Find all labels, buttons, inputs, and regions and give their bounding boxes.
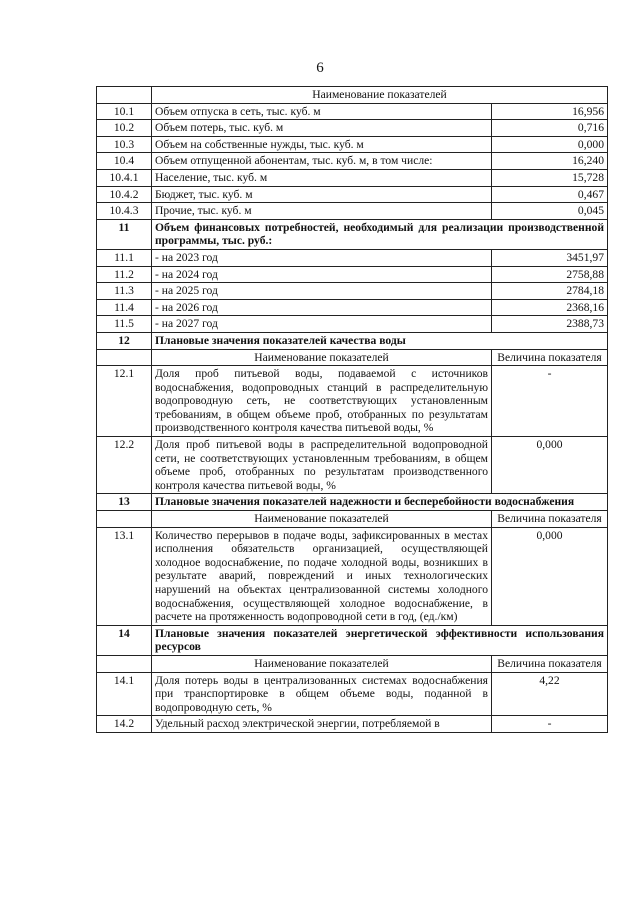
table-row	[97, 153, 608, 170]
row-value: 16,956	[492, 103, 608, 120]
table-row	[97, 136, 608, 153]
row-label: Население, тыс. куб. м	[152, 169, 492, 186]
page-number: 6	[316, 60, 324, 76]
row-number: 13.1	[97, 527, 152, 625]
section-title: Плановые значения показателей энергетической эффективности использования ресурсов	[152, 625, 608, 655]
row-label: Прочие, тыс. куб. м	[152, 203, 492, 220]
section-number: 11	[97, 219, 152, 249]
table-row	[97, 672, 608, 716]
section-heading-row	[97, 332, 608, 349]
table-row	[97, 316, 608, 333]
table-row	[97, 249, 608, 266]
row-label: - на 2027 год	[152, 316, 492, 333]
row-value: 2784,18	[492, 283, 608, 300]
table-row	[97, 299, 608, 316]
table-row	[97, 186, 608, 203]
row-value: 15,728	[492, 169, 608, 186]
section-title: Плановые значения показателей качества воды	[152, 332, 608, 349]
section-heading-row	[97, 494, 608, 511]
section-heading-row	[97, 219, 608, 249]
table-row	[97, 203, 608, 220]
row-label: Доля проб питьевой воды в распределительной водопроводной сети, не соответствующих установленным требованиям, в общем объеме проб, отобранных по результатам производственного контроля качества питьевой воды, %	[152, 437, 492, 494]
indicators-table	[96, 86, 608, 733]
section-number: 14	[97, 625, 152, 655]
row-value: -	[492, 366, 608, 437]
row-label: Объем отпущенной абонентам, тыс. куб. м, в том числе:	[152, 153, 492, 170]
row-label: - на 2024 год	[152, 266, 492, 283]
row-label: Объем потерь, тыс. куб. м	[152, 120, 492, 137]
row-number: 10.4.3	[97, 203, 152, 220]
row-value: 0,716	[492, 120, 608, 137]
row-number: 11.3	[97, 283, 152, 300]
table-row	[97, 366, 608, 437]
row-label: - на 2023 год	[152, 249, 492, 266]
row-label: Бюджет, тыс. куб. м	[152, 186, 492, 203]
row-label: Объем отпуска в сеть, тыс. куб. м	[152, 103, 492, 120]
row-label: Доля потерь воды в централизованных системах водоснабжения при транспортировке в общем объеме воды, поданной в водопроводную сеть, %	[152, 672, 492, 716]
section-number: 13	[97, 494, 152, 511]
section-number: 12	[97, 332, 152, 349]
row-number: 10.4.2	[97, 186, 152, 203]
section-title: Объем финансовых потребностей, необходимый для реализации производственной программы, тыс. руб.:	[152, 219, 608, 249]
row-value: 0,000	[492, 437, 608, 494]
subheader-row	[97, 655, 608, 672]
table-row	[97, 103, 608, 120]
section-heading-row	[97, 625, 608, 655]
row-number: 14.2	[97, 716, 152, 733]
table-row	[97, 120, 608, 137]
row-number: 10.1	[97, 103, 152, 120]
row-label: Удельный расход электрической энергии, потребляемой в	[152, 716, 492, 733]
row-number: 10.4	[97, 153, 152, 170]
indicator-header: Величина показателя	[492, 349, 608, 366]
row-label: Количество перерывов в подаче воды, зафиксированных в местах исполнения обязательств организацией, осуществляющей холодное водоснабжение, по подаче холодной воды, возникших в результате аварий, повреждений и иных технологических нарушений на объектах централизованной системы холодного водоснабжения, осуществляющей холодное водоснабжение, в расчете на протяженность водопроводной сети в год, (ед./км)	[152, 527, 492, 625]
table-header-row	[97, 87, 608, 104]
row-value: 3451,97	[492, 249, 608, 266]
row-number: 10.4.1	[97, 169, 152, 186]
row-label: Объем на собственные нужды, тыс. куб. м	[152, 136, 492, 153]
section-title: Плановые значения показателей надежности и бесперебойности водоснабжения	[152, 494, 608, 511]
subheader-row	[97, 511, 608, 528]
row-label: Доля проб питьевой воды, подаваемой с источников водоснабжения, водопроводных станций в распределительную водопроводную сеть, не соответствующих установленным требованиям, в общем объеме проб, отобранных по результатам производственного контроля качества питьевой воды, %	[152, 366, 492, 437]
row-value: 0,045	[492, 203, 608, 220]
row-value: 2758,88	[492, 266, 608, 283]
row-number: 11.4	[97, 299, 152, 316]
row-number: 10.3	[97, 136, 152, 153]
row-value: -	[492, 716, 608, 733]
column-header: Наименование показателей	[152, 349, 492, 366]
indicator-header: Величина показателя	[492, 655, 608, 672]
row-value: 16,240	[492, 153, 608, 170]
row-number: 11.5	[97, 316, 152, 333]
row-value: 0,000	[492, 527, 608, 625]
table-row	[97, 169, 608, 186]
table-row	[97, 283, 608, 300]
row-number: 14.1	[97, 672, 152, 716]
subheader-row	[97, 349, 608, 366]
row-label: - на 2025 год	[152, 283, 492, 300]
row-number: 11.1	[97, 249, 152, 266]
row-label: - на 2026 год	[152, 299, 492, 316]
row-value: 4,22	[492, 672, 608, 716]
table-row	[97, 527, 608, 625]
table-row	[97, 716, 608, 733]
row-number: 11.2	[97, 266, 152, 283]
table-row	[97, 437, 608, 494]
row-number: 12.2	[97, 437, 152, 494]
row-number: 10.2	[97, 120, 152, 137]
table-row	[97, 266, 608, 283]
row-value: 2388,73	[492, 316, 608, 333]
column-header: Наименование показателей	[152, 87, 608, 104]
row-value: 0,000	[492, 136, 608, 153]
column-header: Наименование показателей	[152, 655, 492, 672]
column-header: Наименование показателей	[152, 511, 492, 528]
row-value: 2368,16	[492, 299, 608, 316]
row-value: 0,467	[492, 186, 608, 203]
indicator-header: Величина показателя	[492, 511, 608, 528]
row-number: 12.1	[97, 366, 152, 437]
